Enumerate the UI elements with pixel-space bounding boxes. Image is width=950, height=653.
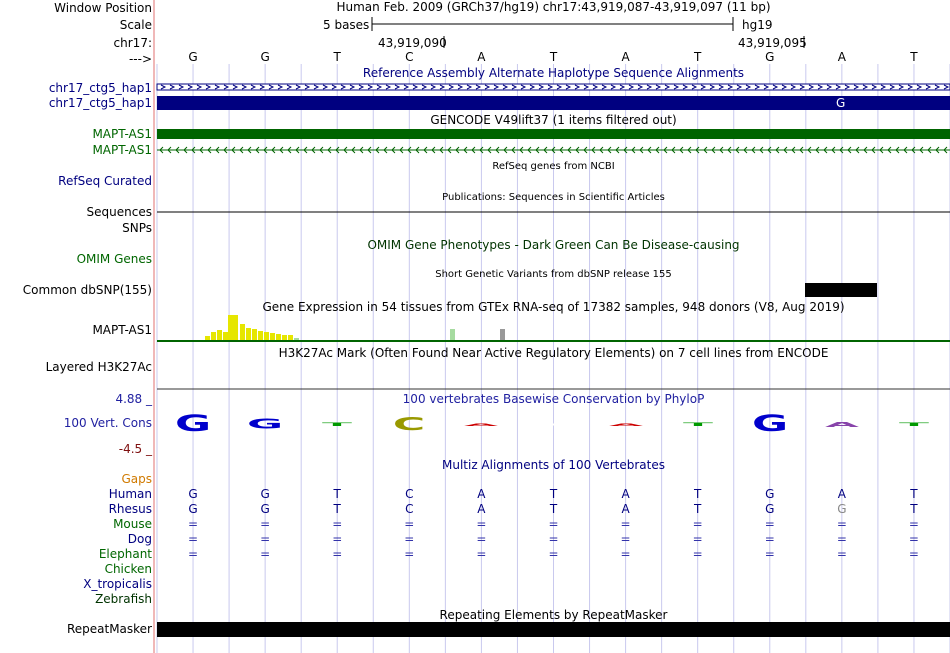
multiz-base: G: [765, 502, 775, 516]
snps-label[interactable]: SNPs: [122, 221, 152, 235]
multiz-base: =: [260, 547, 271, 561]
strand-arrow-label: --->: [128, 52, 152, 66]
dbsnp-track-title[interactable]: Short Genetic Variants from dbSNP release 155: [435, 269, 672, 280]
gtex-tissue-bar: [276, 334, 281, 341]
dbsnp-label[interactable]: Common dbSNP(155): [22, 283, 152, 297]
ruler-base: G: [188, 50, 198, 64]
position-label-1: 43,919,090: [378, 36, 447, 50]
multiz-base: =: [692, 517, 703, 531]
dbsnp-variant-box: [805, 283, 877, 297]
repeatmasker-bar: [157, 622, 950, 637]
gtex-tissue-bar: [223, 332, 228, 341]
multiz-base: T: [333, 487, 341, 501]
phylop-logo-base: T: [538, 423, 569, 427]
multiz-species-label[interactable]: Mouse: [113, 517, 152, 531]
gtex-tissue-bar: [500, 329, 505, 341]
multiz-base: =: [620, 532, 631, 546]
multiz-base: T: [333, 502, 341, 516]
multiz-base: G: [260, 502, 270, 516]
multiz-base: =: [404, 547, 415, 561]
multiz-species-label[interactable]: Rhesus: [108, 502, 152, 516]
multiz-species-label[interactable]: Chicken: [104, 562, 152, 576]
phylop-max-label: 4.88 _: [115, 392, 152, 406]
multiz-species-label[interactable]: Elephant: [98, 547, 152, 561]
gtex-tissue-bar: [270, 333, 275, 341]
phylop-logo-base: A: [824, 421, 859, 429]
phylop-logo-base: G: [174, 412, 212, 437]
window-position-label: Window Position: [54, 1, 152, 15]
phylop-min-label: -4.5 _: [118, 442, 152, 456]
ruler-base: T: [694, 50, 702, 64]
multiz-base: =: [764, 532, 775, 546]
ruler-base: T: [549, 50, 558, 64]
multiz-base: =: [548, 547, 559, 561]
scale-label: Scale: [119, 18, 152, 32]
multiz-base: G: [837, 502, 847, 516]
multiz-base: =: [908, 532, 919, 546]
alt-haplotype-bar: [157, 96, 950, 110]
ruler-base: G: [260, 50, 270, 64]
gtex-track-title[interactable]: Gene Expression in 54 tissues from GTEx RNA-seq of 17382 samples, 948 donors (V8, Aug 2019): [262, 300, 845, 314]
gtex-tissue-bar: [228, 315, 233, 341]
alt-haplotype-mismatch-base: G: [836, 96, 846, 110]
multiz-base: T: [549, 487, 558, 501]
multiz-base: G: [765, 487, 775, 501]
phylop-logo-base: G: [247, 417, 284, 433]
multiz-base: =: [332, 517, 343, 531]
multiz-base: T: [910, 502, 918, 516]
multiz-base: A: [621, 502, 630, 516]
multiz-base: =: [476, 517, 487, 531]
gencode-label-2[interactable]: MAPT-AS1: [92, 143, 152, 157]
omim-track-title[interactable]: OMIM Gene Phenotypes - Dark Green Can Be Disease-causing: [367, 238, 740, 252]
multiz-base: =: [188, 517, 199, 531]
multiz-base: =: [836, 532, 847, 546]
ruler-base: A: [477, 50, 486, 64]
multiz-base: A: [477, 502, 486, 516]
multiz-base: =: [908, 547, 919, 561]
gtex-tissue-bar: [252, 329, 257, 341]
gtex-label[interactable]: MAPT-AS1: [92, 323, 152, 337]
multiz-base: =: [260, 532, 271, 546]
multiz-base: T: [694, 487, 702, 501]
gtex-tissue-bar: [264, 332, 269, 341]
phylop-logo-base: T: [682, 422, 713, 428]
multiz-base: =: [188, 532, 199, 546]
multiz-base: =: [764, 517, 775, 531]
multiz-base: =: [836, 517, 847, 531]
gtex-tissue-bar: [258, 331, 263, 341]
multiz-species-label[interactable]: Zebrafish: [95, 592, 152, 606]
multiz-base: =: [692, 532, 703, 546]
gencode-track-title[interactable]: GENCODE V49lift37 (1 items filtered out): [430, 113, 677, 127]
multiz-base: =: [548, 517, 559, 531]
gtex-tissue-bar: [246, 328, 251, 341]
alt-haplotype-label-1[interactable]: chr17_ctg5_hap1: [48, 81, 152, 95]
repeatmasker-track-title[interactable]: Repeating Elements by RepeatMasker: [439, 608, 668, 622]
multiz-base: =: [908, 517, 919, 531]
multiz-base: G: [260, 487, 270, 501]
gtex-tissue-bar: [211, 332, 216, 341]
multiz-base: =: [548, 532, 559, 546]
alt-haplotype-label-2[interactable]: chr17_ctg5_hap1: [48, 96, 152, 110]
multiz-base: T: [910, 487, 918, 501]
multiz-base: =: [620, 517, 631, 531]
multiz-base: G: [188, 502, 198, 516]
scale-text: 5 bases: [323, 18, 370, 32]
publications-track-title[interactable]: Publications: Sequences in Scientific Articles: [442, 192, 665, 203]
chrom-label: chr17:: [113, 36, 152, 50]
phylop-logo-base: A: [464, 423, 499, 427]
multiz-base: =: [404, 517, 415, 531]
multiz-base: =: [476, 532, 487, 546]
ruler-base: T: [910, 50, 918, 64]
multiz-base: C: [405, 502, 414, 516]
phylop-track-title[interactable]: 100 vertebrates Basewise Conservation by PhyloP: [402, 392, 705, 406]
ruler-base: T: [333, 50, 341, 64]
phylop-logo-base: C: [393, 414, 426, 435]
publications-label[interactable]: Sequences: [86, 205, 152, 219]
multiz-base: T: [549, 502, 558, 516]
multiz-species-label[interactable]: Human: [108, 487, 152, 501]
multiz-base: =: [764, 547, 775, 561]
multiz-base: =: [332, 547, 343, 561]
refseq-track-title[interactable]: RefSeq genes from NCBI: [492, 161, 615, 172]
ruler-base: G: [765, 50, 775, 64]
assembly-text: hg19: [742, 18, 773, 32]
phylop-logo-base: T: [322, 422, 353, 428]
multiz-base: =: [476, 547, 487, 561]
omim-label[interactable]: OMIM Genes: [76, 252, 152, 266]
multiz-base: =: [260, 517, 271, 531]
multiz-base: A: [477, 487, 486, 501]
multiz-base: =: [836, 547, 847, 561]
gtex-tissue-bar: [233, 315, 238, 341]
ruler-base: A: [621, 50, 630, 64]
repeatmasker-label[interactable]: RepeatMasker: [66, 622, 152, 636]
multiz-species-label[interactable]: X_tropicalis: [83, 577, 152, 591]
multiz-gaps-label[interactable]: Gaps: [121, 472, 152, 486]
multiz-base: =: [692, 547, 703, 561]
position-label-2: 43,919,095: [738, 36, 807, 50]
multiz-track-title[interactable]: Multiz Alignments of 100 Vertebrates: [441, 458, 666, 472]
gencode-exon-bar: [157, 129, 950, 139]
multiz-base: =: [620, 547, 631, 561]
h3k27ac-label[interactable]: Layered H3K27Ac: [45, 360, 152, 374]
gtex-tissue-bar: [450, 329, 455, 341]
multiz-base: =: [188, 547, 199, 561]
multiz-base: A: [837, 487, 846, 501]
ruler-base: A: [837, 50, 846, 64]
h3k27ac-track-title[interactable]: H3K27Ac Mark (Often Found Near Active Regulatory Elements) on 7 cell lines from ENCODE: [278, 346, 829, 360]
gencode-label-1[interactable]: MAPT-AS1: [92, 127, 152, 141]
gtex-tissue-bar: [217, 330, 222, 341]
multiz-base: =: [332, 532, 343, 546]
phylop-logo-base: G: [751, 412, 788, 437]
gtex-tissue-bar: [240, 324, 245, 341]
multiz-base: C: [405, 487, 414, 501]
ruler-base: C: [405, 50, 414, 64]
alt-haplotype-track-title[interactable]: Reference Assembly Alternate Haplotype Sequence Alignments: [362, 66, 745, 80]
multiz-base: T: [694, 502, 702, 516]
multiz-base: A: [621, 487, 630, 501]
multiz-base: =: [404, 532, 415, 546]
phylop-logo-base: A: [608, 423, 643, 427]
window-position-text: Human Feb. 2009 (GRCh37/hg19) chr17:43,919,087-43,919,097 (11 bp): [336, 0, 771, 14]
multiz-species-label[interactable]: Dog: [127, 532, 152, 546]
refseq-label[interactable]: RefSeq Curated: [58, 174, 152, 188]
phylop-logo-base: T: [898, 422, 929, 428]
phylop-label[interactable]: 100 Vert. Cons: [63, 416, 152, 430]
multiz-base: G: [188, 487, 198, 501]
